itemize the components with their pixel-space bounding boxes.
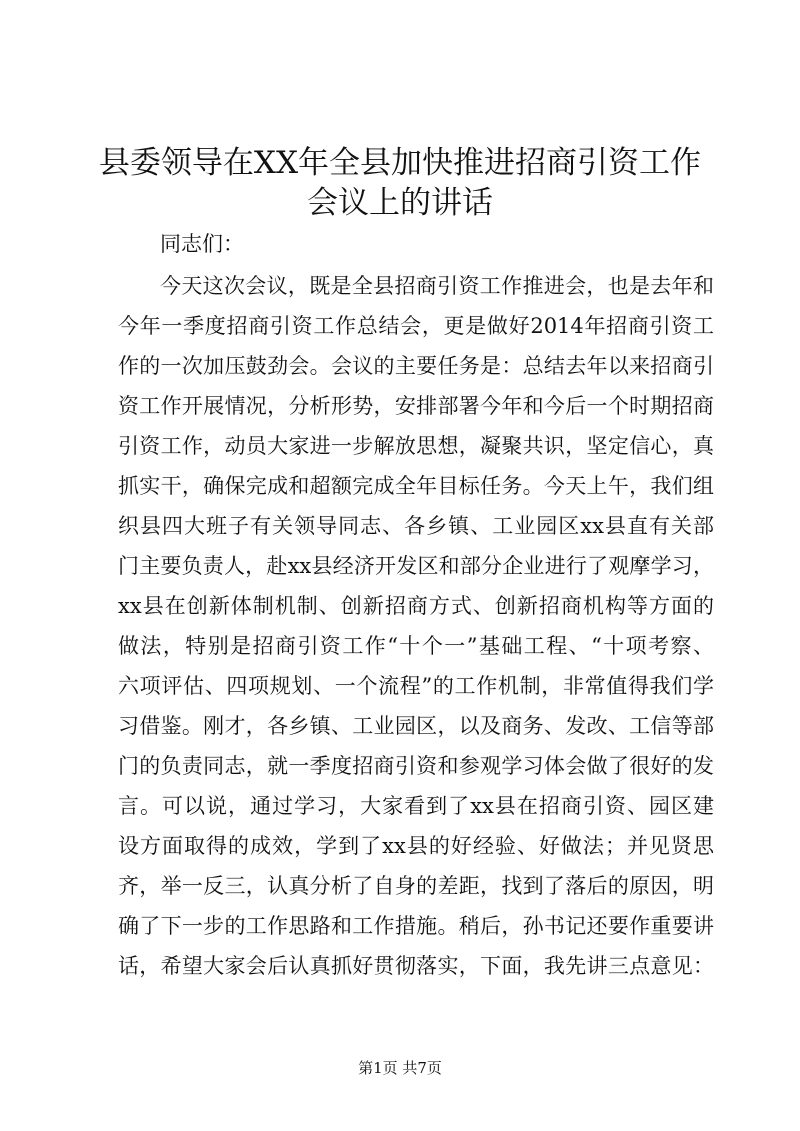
paragraph-line: 六项评估、四项规划、一个流程”的工作机制，非常值得我们学 xyxy=(118,674,714,698)
paragraph-line: 今年一季度招商引资工作总结会，更是做好2014年招商引资工 xyxy=(118,314,714,338)
document-title-line-1: 县委领导在XX年全县加快推进招商引资工作 xyxy=(98,145,702,181)
paragraph-line: xx县在创新体制机制、创新招商方式、创新招商机构等方面的 xyxy=(118,594,714,618)
paragraph-line: 抓实干，确保完成和超额完成全年目标任务。今天上午，我们组 xyxy=(118,474,714,498)
paragraph-line: 门主要负责人，赴xx县经济开发区和部分企业进行了观摩学习， xyxy=(118,554,714,578)
paragraph-line: 引资工作，动员大家进一步解放思想，凝聚共识，坚定信心，真 xyxy=(118,434,714,458)
paragraph-line: 今天这次会议，既是全县招商引资工作推进会，也是去年和 xyxy=(160,274,714,298)
paragraph-line: 设方面取得的成效，学到了xx县的好经验、好做法；并见贤思 xyxy=(118,834,714,858)
paragraph-line: 话，希望大家会后认真抓好贯彻落实，下面，我先讲三点意见： xyxy=(118,954,714,978)
paragraph-line: 做法，特别是招商引资工作“十个一”基础工程、“十项考察、 xyxy=(118,634,714,658)
page-number-footer: 第1页 共7页 xyxy=(358,1059,442,1077)
salutation: 同志们： xyxy=(160,232,244,256)
paragraph-line: 习借鉴。刚才，各乡镇、工业园区，以及商务、发改、工信等部 xyxy=(118,714,714,738)
paragraph-line: 资工作开展情况，分析形势，安排部署今年和今后一个时期招商 xyxy=(118,394,714,418)
paragraph-line: 确了下一步的工作思路和工作措施。稍后，孙书记还要作重要讲 xyxy=(118,914,714,938)
paragraph-line: 齐，举一反三，认真分析了自身的差距，找到了落后的原因，明 xyxy=(118,874,714,898)
paragraph-line: 言。可以说，通过学习，大家看到了xx县在招商引资、园区建 xyxy=(118,794,714,818)
document-title-line-2: 会议上的讲话 xyxy=(307,185,493,221)
paragraph-line: 织县四大班子有关领导同志、各乡镇、工业园区xx县直有关部 xyxy=(118,514,714,538)
paragraph-line: 门的负责同志，就一季度招商引资和参观学习体会做了很好的发 xyxy=(118,754,714,778)
paragraph-line: 作的一次加压鼓劲会。会议的主要任务是：总结去年以来招商引 xyxy=(118,354,714,378)
